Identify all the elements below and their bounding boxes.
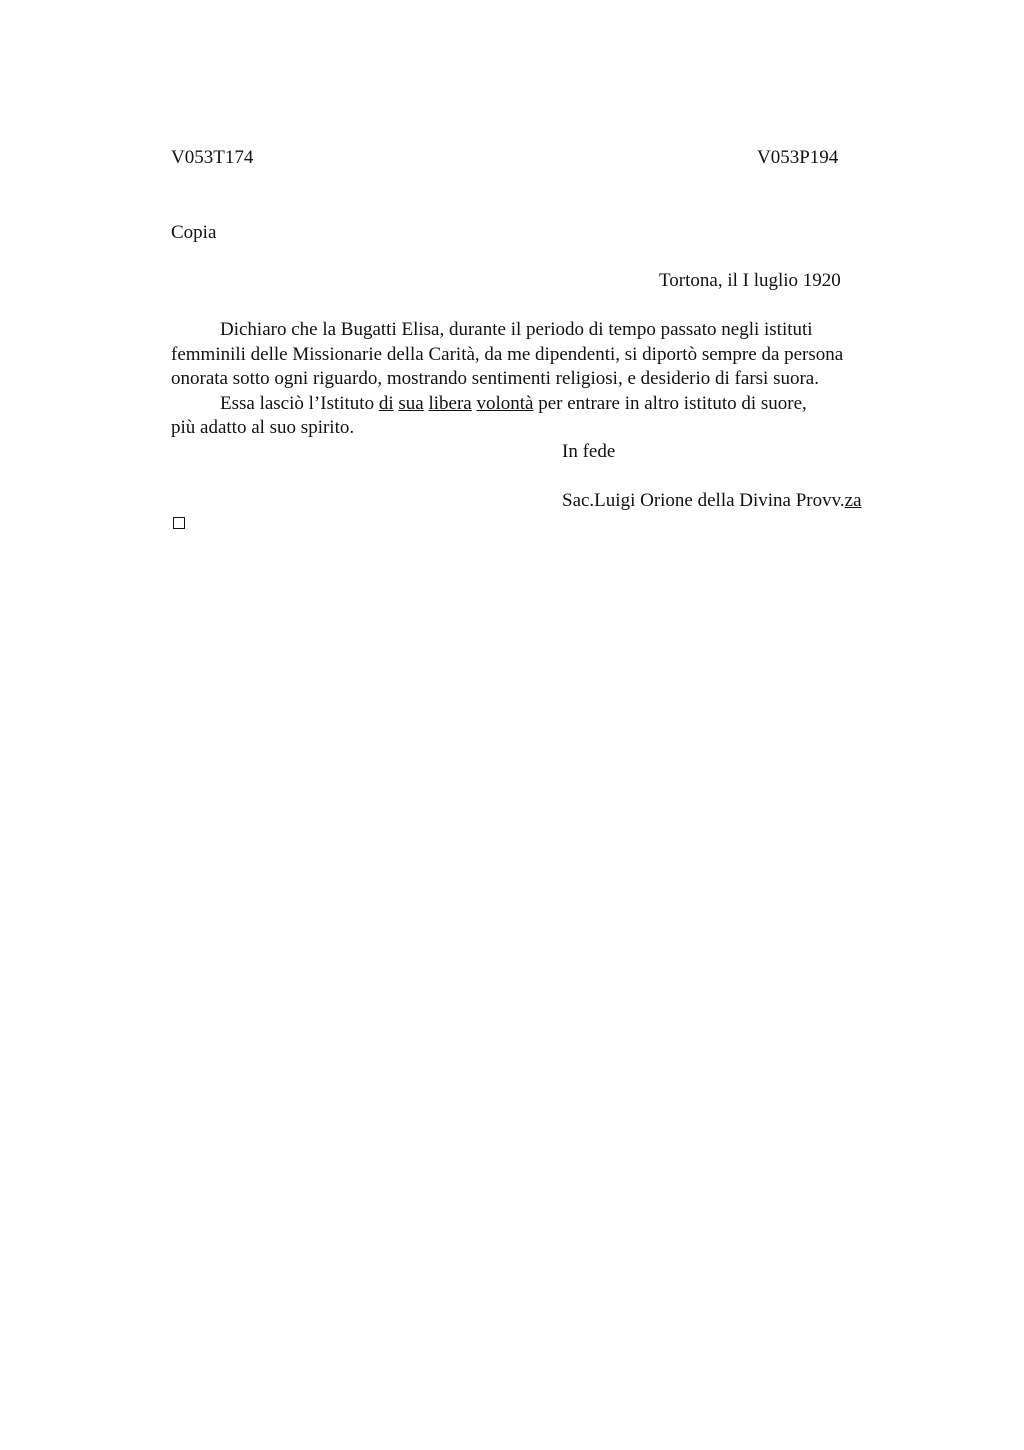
underlined-word-di: di — [378, 392, 394, 414]
signature-text: Sac.Luigi Orione della Divina Provv. — [562, 490, 845, 511]
underlined-word-sua: sua — [398, 392, 424, 414]
paragraph-1-line-2: femminili delle Missionarie della Carità, da me dipendenti, si diportò sempre da persona — [171, 343, 844, 365]
paragraph-2-start: Essa lasciò l’Istituto — [220, 392, 379, 414]
dateline: Tortona, il I luglio 1920 — [659, 270, 841, 291]
paragraph-2-line-1 — [171, 392, 911, 417]
signature-abbreviation-suffix: za — [844, 490, 862, 511]
copy-label: Copia — [171, 222, 217, 243]
underlined-word-volonta: volontà — [476, 392, 534, 414]
paragraph-2-end: per entrare in altro istituto di suore, — [533, 392, 807, 414]
underlined-word-libera: libera — [428, 392, 472, 414]
letter-body — [171, 318, 911, 441]
paragraph-2-line-2: più adatto al suo spirito. — [171, 417, 355, 438]
square-box-icon — [173, 517, 185, 529]
closing-formula: In fede — [562, 441, 616, 462]
paragraph-1 — [171, 318, 911, 392]
document-reference-left: V053T174 — [171, 147, 254, 168]
document-reference-right: V053P194 — [757, 147, 839, 168]
paragraph-2 — [171, 392, 911, 441]
paragraph-1-line-1: Dichiaro che la Bugatti Elisa, durante il periodo di tempo passato negli istituti — [220, 319, 813, 340]
signature-line — [562, 489, 862, 513]
paragraph-1-line-3: onorata sotto ogni riguardo, mostrando sentimenti religiosi, e desiderio di farsi suora. — [171, 368, 819, 389]
